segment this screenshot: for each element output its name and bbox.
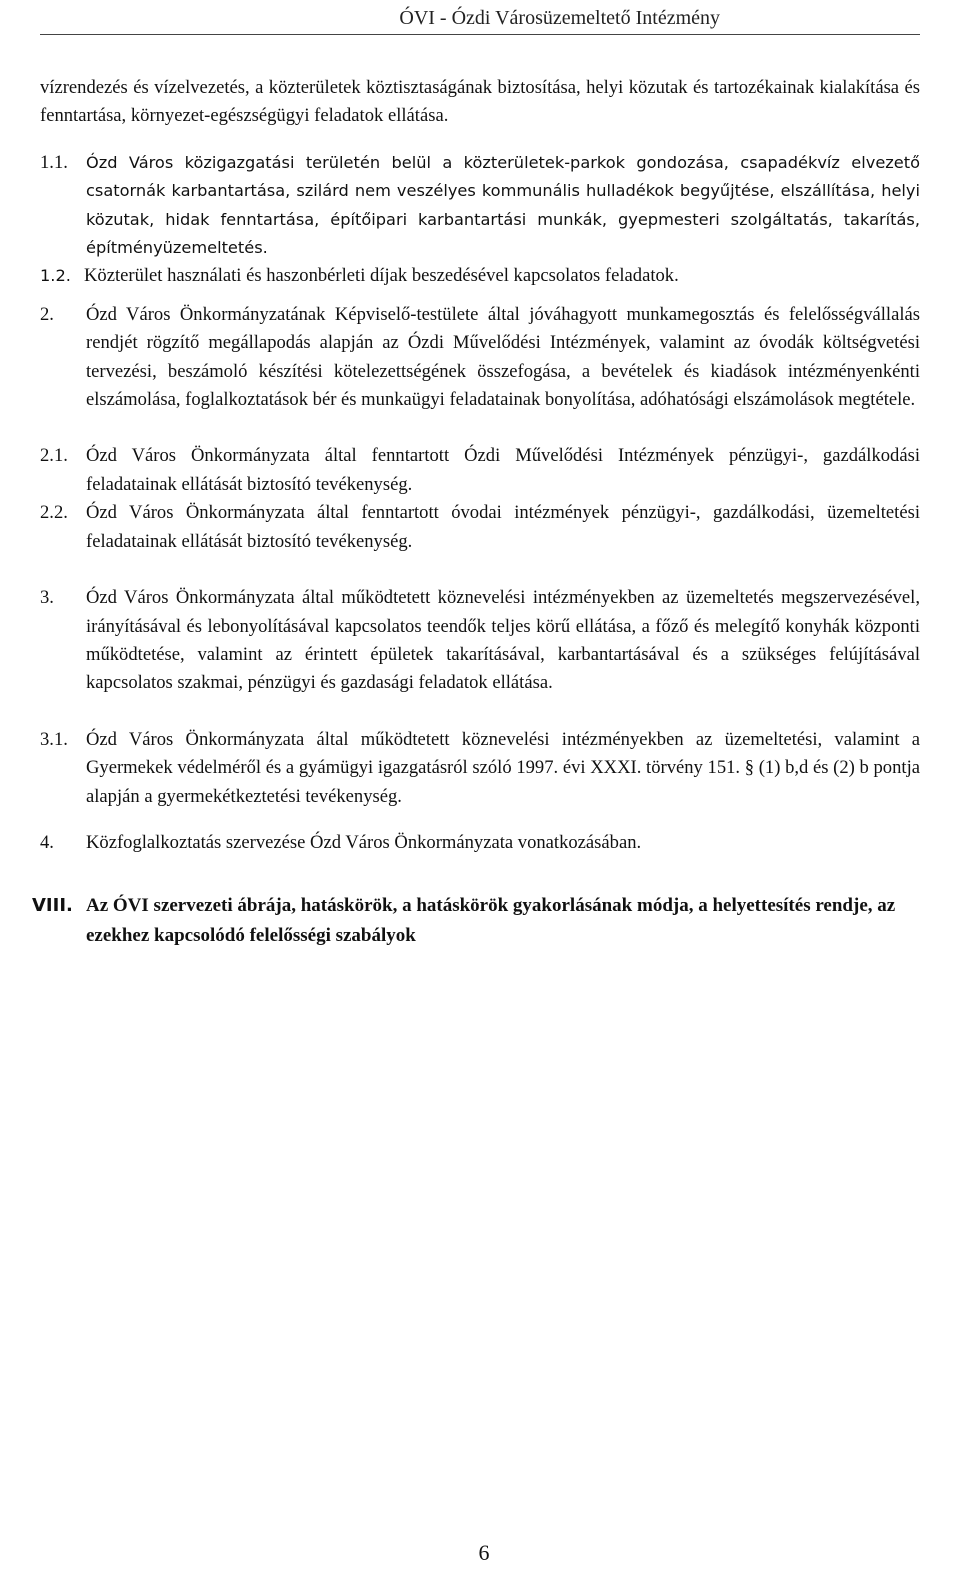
list-item-3-1 [40, 726, 920, 811]
item-number: 2.2. [40, 502, 68, 524]
section-heading-viii [32, 891, 920, 951]
list-item-1-2 [40, 262, 920, 290]
page-header [0, 4, 960, 32]
item-number: 2. [40, 303, 54, 325]
list-item-2-1 [40, 442, 920, 499]
item-number: 3. [40, 587, 54, 609]
header-divider [40, 34, 920, 35]
list-item-2 [40, 301, 920, 415]
item-number: 3.1. [40, 728, 68, 750]
item-number: 4. [40, 831, 54, 853]
section-number: VIII. [32, 895, 73, 917]
list-item-4 [40, 829, 920, 857]
section-title: Az ÓVI szervezeti ábrája, hatáskörök, a hatáskörök gyakorlásának módja, a helyettesítés rendje, az ezekhez kapcsolódó felelősségi szabályok [86, 895, 896, 947]
item-number: 2.1. [40, 445, 68, 467]
item-text: Közfoglalkoztatás szervezése Ózd Város Önkormányzata vonatkozásában. [86, 831, 642, 853]
item-text: Ózd Város Önkormányzatának Képviselő-testülete által jóváhagyott munkamegosztás és felelősségvállalás rendjét rögzítő megállapodás alapján az Ózdi Művelődési Intézmények, valamint az óvodák költségvetési tervezési, beszámoló készítési kötelezettségének összefogása, a bevételek és kiadások intézményenkénti elszámolása, foglalkoztatások bér és munkaügyi feladatainak bonyolítása, adóhatósági elszámolások megtétele. [86, 303, 920, 411]
item-text: Ózd Város Önkormányzata által fenntartott Ózdi Művelődési Intézmények pénzügyi-, gazdálkodási feladatainak ellátását biztosító tevékenység. [86, 445, 920, 495]
item-number: 1.1. [40, 151, 68, 173]
item-text: Ózd Város közigazgatási területén belül a közterületek-parkok gondozása, csapadékvíz elvezető csatornák karbantartása, szilárd nem veszélyes kommunális hulladékok begyűjtése, elszállítása, helyi közutak, hidak fenntartása, építőipari karbantartási munkák, gyepmesteri szolgáltatás, takarítás, építményüzemeltetés. [86, 152, 920, 258]
intro-paragraph: vízrendezés és vízelvezetés, a közterületek köztisztaságának biztosítása, helyi közutak és tartozékainak kialakítása és fenntartása, környezet-egészségügyi feladatok ellátása. [40, 77, 920, 127]
item-text: Közterület használati és haszonbérleti díjak beszedésével kapcsolatos feladatok. [84, 265, 679, 287]
item-text: Ózd Város Önkormányzata által működtetett köznevelési intézményekben az üzemeltetés megszervezésével, irányításával és lebonyolításával kapcsolatos teendők teljes körű ellátása, a főző és melegítő konyhák központi működtetése, valamint az érintett épületek takarításával, karbantartásával és a szükséges felújításával kapcsolatos szakmai, pénzügyi és gazdasági feladatok ellátása. [86, 587, 920, 694]
list-item-2-2 [40, 499, 920, 556]
page-number: 6 [478, 1540, 490, 1565]
document-body [32, 74, 920, 951]
item-text: Ózd Város Önkormányzata által fenntartott óvodai intézmények pénzügyi-, gazdálkodási, üzemeltetési feladatainak ellátását biztosító tevékenység. [86, 502, 920, 552]
list-item-3 [40, 584, 920, 698]
item-text: Ózd Város Önkormányzata által működtetett köznevelési intézményekben az üzemeltetési, valamint a Gyermekek védelméről és a gyámügyi igazgatásról szóló 1997. évi XXXI. törvény 151. § (1) b,d és (2) b pontja alapján a gyermekétkeztetési tevékenység. [86, 728, 920, 807]
list-item-1-1 [40, 149, 920, 263]
item-number: 1.2. [40, 266, 71, 286]
header-title: ÓVI - Ózdi Városüzemeltető Intézmény [399, 7, 720, 29]
page-footer [0, 1540, 960, 1566]
